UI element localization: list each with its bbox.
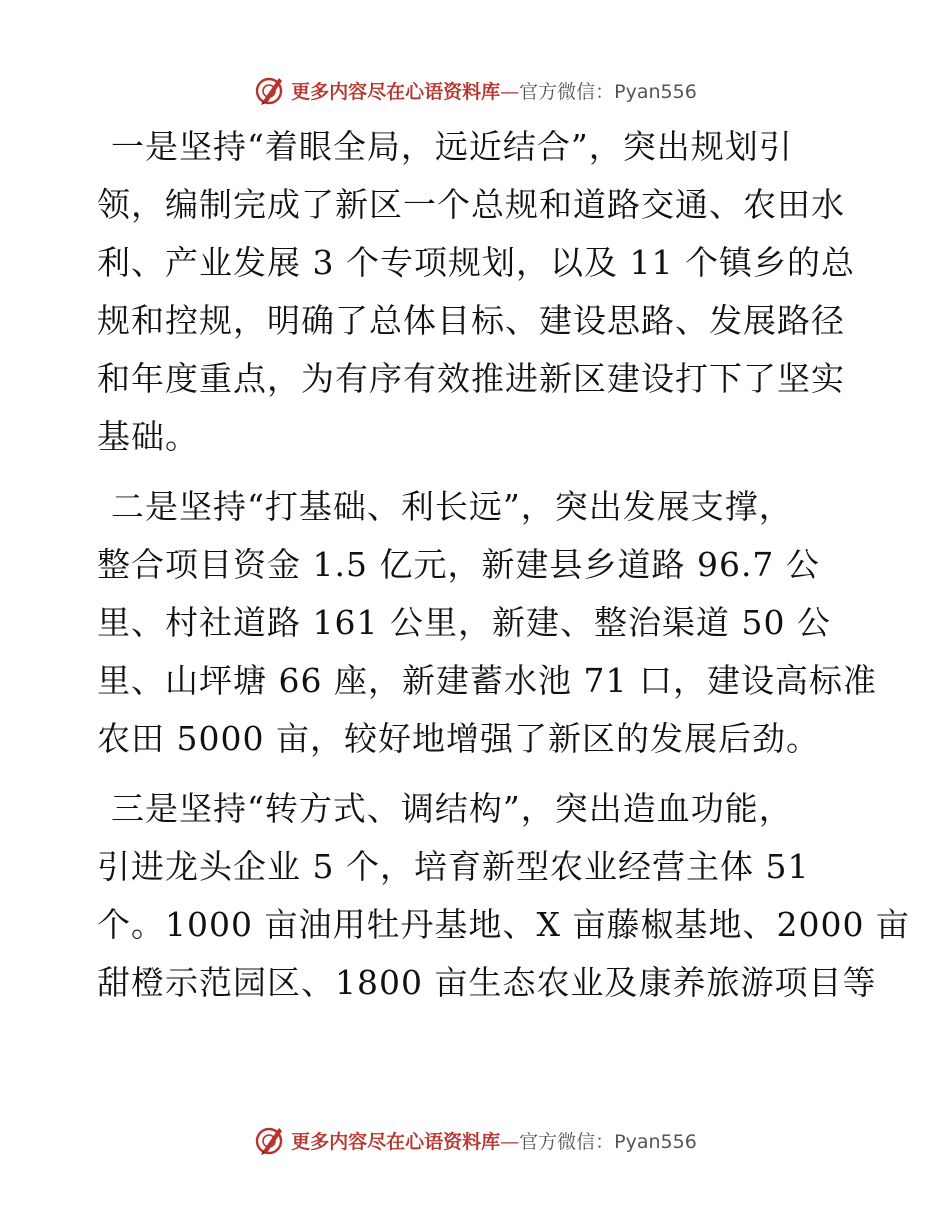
text-line: 个。1000 亩油用牡丹基地、X 亩藤椒基地、2000 亩 bbox=[97, 905, 910, 944]
text-line: 一是坚持“着眼全局，远近结合”，突出规划引 bbox=[111, 127, 793, 166]
text-line: 引进龙头企业 5 个，培育新型农业经营主体 51 bbox=[97, 847, 810, 886]
text-line: 领，编制完成了新区一个总规和道路交通、农田水 bbox=[97, 185, 845, 224]
banner-text bbox=[291, 77, 697, 104]
paragraph-3 bbox=[97, 780, 910, 1012]
pen-logo-icon bbox=[253, 74, 285, 106]
header-banner bbox=[0, 70, 950, 110]
text-line: 里、村社道路 161 公里，新建、整治渠道 50 公 bbox=[97, 603, 831, 642]
banner-text bbox=[291, 1127, 697, 1154]
banner-site-name: 更多内容尽在心语资料库 bbox=[291, 80, 501, 103]
text-line: 基础。 bbox=[97, 417, 199, 456]
banner-dash: — bbox=[500, 80, 520, 103]
banner-inner bbox=[253, 1124, 697, 1156]
pen-logo-icon bbox=[253, 1124, 285, 1156]
banner-site-name: 更多内容尽在心语资料库 bbox=[291, 1130, 501, 1153]
banner-wechat: 官方微信：Pyan556 bbox=[519, 1130, 697, 1153]
paragraph-1 bbox=[97, 118, 857, 466]
document-body bbox=[97, 118, 910, 1024]
text-line: 利、产业发展 3 个专项规划，以及 11 个镇乡的总 bbox=[97, 243, 855, 282]
text-line: 整合项目资金 1.5 亿元，新建县乡道路 96.7 公 bbox=[97, 545, 820, 584]
footer-banner bbox=[0, 1120, 950, 1160]
banner-wechat: 官方微信：Pyan556 bbox=[519, 80, 697, 103]
banner-dash: — bbox=[500, 1130, 520, 1153]
text-line: 里、山坪塘 66 座，新建蓄水池 71 口，建设高标准 bbox=[97, 661, 877, 700]
text-line: 规和控规，明确了总体目标、建设思路、发展路径 bbox=[97, 301, 845, 340]
text-line: 甜橙示范园区、1800 亩生态农业及康养旅游项目等 bbox=[97, 963, 877, 1002]
text-line: 农田 5000 亩，较好地增强了新区的发展后劲。 bbox=[97, 719, 820, 758]
text-line: 和年度重点，为有序有效推进新区建设打下了坚实 bbox=[97, 359, 845, 398]
paragraph-2 bbox=[97, 478, 877, 768]
text-line: 三是坚持“转方式、调结构”，突出造血功能， bbox=[111, 789, 793, 828]
banner-inner bbox=[253, 74, 697, 106]
text-line: 二是坚持“打基础、利长远”，突出发展支撑， bbox=[111, 487, 793, 526]
